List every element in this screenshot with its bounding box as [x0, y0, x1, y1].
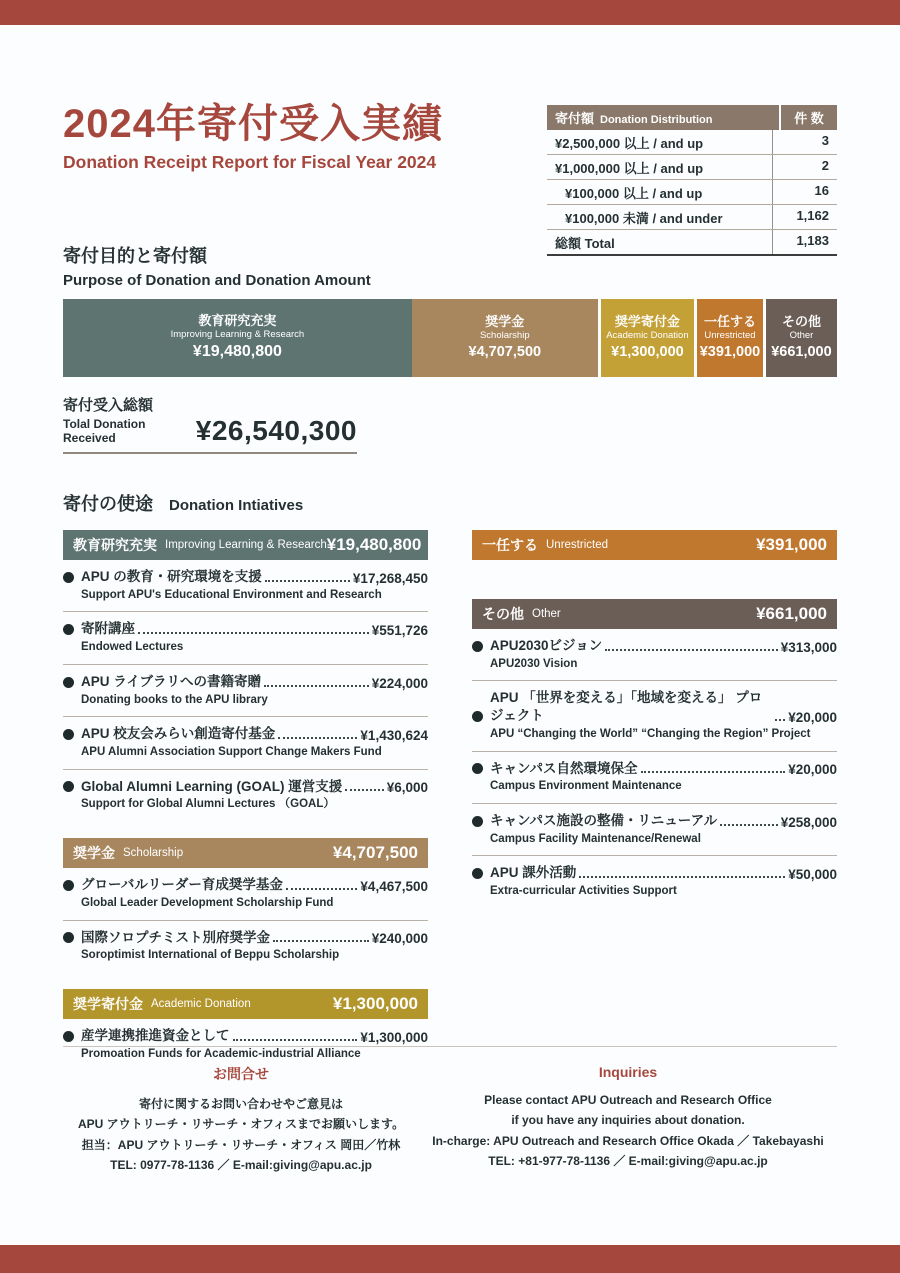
item-amount: ¥6,000 [386, 780, 428, 796]
item-row [63, 1027, 428, 1045]
initiatives-columns [63, 530, 837, 1088]
item-label-en: Endowed Lectures [81, 641, 184, 654]
table-header-row [547, 105, 837, 130]
initiative-item [63, 612, 428, 664]
section-title-jp: 奨学金 [73, 845, 115, 862]
section-title-en: Scholarship [123, 847, 184, 860]
section-title-jp: 教育研究充実 [73, 537, 157, 553]
item-amount: ¥258,000 [780, 814, 837, 830]
total-label [63, 397, 196, 445]
item-amount: ¥20,000 [788, 762, 837, 778]
table-cell-count: 1,162 [796, 207, 829, 223]
segment-label-en: Unrestricted [704, 330, 756, 342]
item-label-en: APU2030 Vision [490, 657, 578, 670]
footer-lines-en [419, 1090, 837, 1172]
table-row [547, 130, 837, 155]
donation-distribution-table [547, 105, 837, 256]
initiatives-left-column [63, 530, 428, 1088]
footer-line: Please contact APU Outreach and Research Office [484, 1093, 772, 1107]
table-cell-count: 2 [821, 157, 829, 173]
section-scholarship [63, 838, 428, 972]
table-cell-label: ¥100,000 以上 / and up [547, 180, 773, 204]
dotted-leader [138, 632, 369, 634]
item-label-en: Campus Environment Maintenance [490, 780, 682, 793]
table-header-label-jp: 寄付額 [555, 111, 595, 126]
section-title-jp: 奨学寄付金 [73, 996, 143, 1013]
section-title-en: Unrestricted [546, 539, 608, 551]
section-items [63, 868, 428, 972]
item-label-en: Extra-curricular Activities Support [490, 885, 677, 898]
initiative-item [63, 560, 428, 612]
table-cell-count: 16 [814, 182, 829, 198]
item-label-en: Campus Facility Maintenance/Renewal [490, 832, 701, 845]
bottom-red-band [0, 1245, 900, 1273]
section-items [472, 629, 837, 908]
bullet-icon [63, 624, 74, 635]
table-cell-label: 総額 Total [547, 230, 773, 254]
item-row [63, 620, 428, 638]
footer-line: if you have any inquiries about donation. [511, 1113, 745, 1128]
bar-segment [598, 299, 694, 377]
item-row [63, 929, 428, 947]
item-label-jp: APU の教育・研究環境を支援 [81, 569, 262, 584]
section-header-scholarship [63, 838, 428, 868]
bullet-icon [63, 932, 74, 943]
item-label-jp: Global Alumni Learning (GOAL) 運営支援 [81, 778, 343, 794]
section-header-academic [63, 989, 428, 1019]
item-row [472, 689, 837, 724]
bar-segment [763, 299, 837, 377]
section-header-other [472, 599, 837, 629]
item-label-jp: グローバルリーダー育成奨学基金 [81, 877, 283, 893]
footer-line: APU アウトリーチ・リサーチ・オフィスまでお願いします。 [77, 1117, 405, 1132]
segment-label-jp: 一任する [703, 314, 756, 330]
initiative-item [63, 921, 428, 972]
dotted-leader [775, 719, 785, 721]
segment-amount: ¥19,480,800 [192, 343, 282, 361]
table-header-count: 件 数 [781, 105, 837, 130]
segment-label-jp: 奨学寄付金 [614, 314, 680, 330]
donation-stacked-bar [63, 299, 837, 377]
footer-line: TEL: +81-977-78-1136 ／ E-mail:giving@apu.ac.jp [488, 1154, 768, 1169]
dotted-leader [233, 1039, 358, 1041]
item-amount: ¥551,726 [371, 623, 428, 639]
table-cell-count: 1,183 [796, 232, 829, 248]
page-subtitle: Donation Receipt Report for Fiscal Year 2024 [63, 152, 437, 172]
header-row [63, 103, 837, 256]
top-red-band [0, 0, 900, 25]
footer-contact-en [419, 1064, 837, 1176]
section-header-education [63, 530, 428, 560]
section-education [63, 530, 428, 821]
segment-label-en: Scholarship [479, 330, 530, 342]
table-header-label [547, 105, 779, 130]
item-amount: ¥224,000 [371, 675, 428, 691]
item-label-en: APU “Changing the World” “Changing the Region” Project [490, 727, 811, 740]
item-label-jp: APU 課外活動 [490, 865, 577, 881]
item-amount: ¥20,000 [788, 709, 837, 725]
item-label-en: Global Leader Development Scholarship Fund [81, 896, 334, 909]
segment-amount: ¥391,000 [699, 344, 761, 361]
segment-label-en: Improving Learning & Research [170, 329, 305, 341]
item-label-jp: APU 「世界を変える」「地域を変える」 プロジェクト [490, 690, 763, 724]
bar-segment [412, 299, 598, 377]
item-label-jp: 寄附講座 [81, 621, 135, 637]
dotted-leader [278, 737, 357, 739]
item-label-jp: APU 校友会みらい創造寄付基金 [81, 726, 276, 742]
item-row [63, 673, 428, 691]
section-title-jp: その他 [482, 606, 524, 622]
dotted-leader [264, 685, 369, 687]
footer-contact-jp [63, 1064, 419, 1176]
item-row [472, 760, 837, 778]
dotted-leader [345, 789, 383, 791]
purpose-heading-en: Purpose of Donation and Donation Amount [63, 272, 371, 289]
bullet-icon [63, 677, 74, 688]
item-amount: ¥1,430,624 [360, 728, 428, 743]
bullet-icon [472, 868, 483, 879]
total-amount: ¥26,540,300 [195, 415, 357, 446]
section-amount: ¥4,707,500 [332, 843, 418, 863]
item-amount: ¥240,000 [371, 931, 428, 947]
initiative-item [472, 681, 837, 751]
section-amount: ¥19,480,800 [326, 535, 422, 554]
table-row [547, 230, 837, 256]
footer [63, 1046, 837, 1176]
item-row [63, 778, 428, 796]
item-amount: ¥4,467,500 [360, 878, 428, 894]
item-label-jp: APU2030ビジョン [490, 638, 603, 653]
item-label-en: Support for Global Alumni Lectures （GOAL） [81, 798, 335, 811]
initiative-item [472, 804, 837, 856]
initiative-item [472, 752, 837, 804]
item-amount: ¥50,000 [788, 867, 837, 883]
section-title-en: Other [532, 608, 561, 620]
item-row [472, 812, 837, 830]
bullet-icon [472, 763, 483, 774]
bullet-icon [63, 1031, 74, 1042]
total-label-en: Tolal Donation Received [63, 417, 146, 445]
bullet-icon [63, 729, 74, 740]
initiatives-heading-jp: 寄付の使途 [63, 494, 153, 514]
dotted-leader [605, 649, 777, 651]
dotted-leader [286, 888, 358, 890]
table-row [547, 155, 837, 180]
section-items [63, 560, 428, 821]
item-row [472, 864, 837, 882]
item-label-en: APU Alumni Association Support Change Makers Fund [81, 746, 382, 758]
bullet-icon [472, 641, 483, 652]
footer-line: 寄付に関するお問い合わせやご意見は [139, 1097, 344, 1111]
item-label-jp: 国際ソロプチミスト別府奨学金 [81, 929, 270, 945]
segment-label-jp: その他 [781, 314, 821, 330]
bullet-icon [63, 880, 74, 891]
bullet-icon [63, 781, 74, 792]
section-other [472, 599, 837, 908]
section-amount: ¥391,000 [756, 535, 827, 554]
item-row [63, 876, 428, 894]
dotted-leader [273, 940, 369, 942]
bar-segment [63, 299, 412, 377]
footer-line: TEL: 0977-78-1136 ／ E-mail:giving@apu.ac.jp [110, 1158, 372, 1173]
initiative-item [63, 868, 428, 920]
bullet-icon [472, 711, 483, 722]
page-title: 2024年寄付受入実績 [63, 102, 443, 146]
table-row [547, 180, 837, 205]
dotted-leader [265, 580, 350, 582]
item-label-jp: 産学連携推進資金として [81, 1028, 230, 1044]
item-label-en: Donating books to the APU library [81, 693, 268, 706]
footer-lines-jp [63, 1094, 419, 1176]
section-amount: ¥661,000 [756, 604, 827, 623]
table-header-label-en: Donation Distribution [600, 114, 713, 126]
section-title-en: Improving Learning & Research [165, 539, 327, 551]
table-cell-label: ¥2,500,000 以上 / and up [547, 130, 773, 154]
table-body [547, 130, 837, 256]
table-row [547, 205, 837, 230]
footer-line: 担当：APU アウトリーチ・リサーチ・オフィス 岡田／竹林 [81, 1137, 401, 1152]
title-block [63, 103, 443, 173]
initiative-item [63, 717, 428, 769]
total-received-block [63, 397, 357, 454]
dotted-leader [579, 876, 785, 878]
dotted-leader [641, 771, 786, 773]
item-amount: ¥17,268,450 [352, 570, 428, 586]
segment-label-en: Other [789, 330, 814, 342]
segment-amount: ¥1,300,000 [611, 344, 684, 361]
segment-label-jp: 奨学金 [485, 314, 525, 330]
table-cell-count: 3 [821, 132, 829, 148]
initiatives-right-column [472, 530, 837, 1088]
section-amount: ¥1,300,000 [332, 994, 418, 1014]
footer-heading-jp: お問合せ [213, 1066, 270, 1082]
section-spacer [472, 577, 837, 599]
initiatives-heading-en: Donation Intiatives [169, 497, 304, 514]
table-cell-label: ¥100,000 未満 / and under [547, 205, 773, 229]
item-label-en: Support APU's Educational Environment and Research [81, 588, 382, 601]
purpose-heading-jp: 寄付目的と寄付額 [63, 246, 207, 266]
initiatives-heading [63, 490, 837, 516]
initiative-item [472, 629, 837, 681]
segment-label-jp: 教育研究充実 [198, 313, 277, 329]
dotted-leader [720, 824, 778, 826]
segment-amount: ¥4,707,500 [468, 344, 542, 361]
bar-segment [694, 299, 763, 377]
bullet-icon [63, 572, 74, 583]
section-unrestricted [472, 530, 837, 560]
section-title-jp: 一任する [482, 537, 538, 553]
section-title-en: Academic Donation [151, 998, 251, 1011]
segment-amount: ¥661,000 [771, 344, 832, 361]
footer-line: In-charge: APU Outreach and Research Office Okada ／ Takebayashi [432, 1133, 824, 1148]
total-label-jp: 寄付受入総額 [63, 397, 154, 414]
initiative-item [472, 856, 837, 907]
item-label-en: Soroptimist International of Beppu Scholarship [81, 949, 340, 962]
item-label-jp: APU ライブラリへの書籍寄贈 [81, 673, 261, 689]
item-row [63, 568, 428, 586]
section-header-unrestricted [472, 530, 837, 560]
item-label-en: Promoation Funds for Academic-industrial Alliance [81, 1047, 361, 1060]
item-amount: ¥313,000 [780, 639, 837, 655]
item-label-jp: キャンパス自然環境保全 [490, 760, 638, 776]
initiative-item [63, 665, 428, 717]
bullet-icon [472, 816, 483, 827]
segment-label-en: Academic Donation [606, 330, 689, 342]
footer-heading-en: Inquiries [598, 1064, 658, 1080]
item-row [472, 637, 837, 655]
item-amount: ¥1,300,000 [360, 1029, 428, 1045]
initiative-item [63, 770, 428, 821]
item-label-jp: キャンパス施設の整備・リニューアル [490, 813, 718, 828]
table-cell-label: ¥1,000,000 以上 / and up [547, 155, 773, 179]
page-content [63, 25, 837, 1088]
item-row [63, 725, 428, 743]
